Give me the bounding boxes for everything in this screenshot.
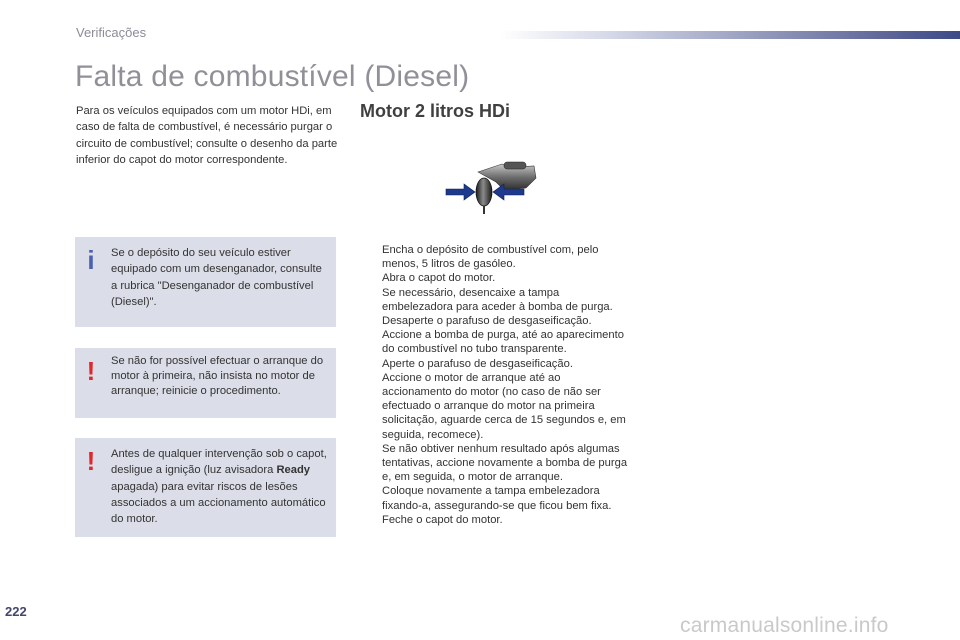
list-item: Coloque novamente a tampa embelezadora fixando-a, assegurando-se que ficou bem fixa. xyxy=(382,485,612,512)
watermark: carmanualsonline.info xyxy=(680,614,889,637)
procedure-steps xyxy=(360,243,630,527)
pipe-shape xyxy=(504,162,526,169)
warning-note-restart xyxy=(75,348,336,418)
list-item: Encha o depósito de combustível com, pelo menos, 5 litros de gasóleo. xyxy=(382,244,599,271)
list-item: Aperte o parafuso de desgaseificação. xyxy=(382,357,573,370)
left-arrow-icon xyxy=(446,184,475,200)
ready-label: Ready xyxy=(276,464,311,477)
priming-bulb-shape xyxy=(476,178,492,206)
page-number: 222 xyxy=(5,604,27,619)
warning-icon: ! xyxy=(86,356,96,386)
info-icon: i xyxy=(87,245,95,275)
warning-note-text: Antes de qualquer intervenção sob o capot, desligue a ignição (luz avisadora Ready apagada) para evitar riscos de lesões associados a um accionamento automático do motor. xyxy=(111,448,327,526)
list-item: Abra o capot do motor. xyxy=(382,272,496,285)
fuel-priming-pump-illustration xyxy=(444,158,540,220)
engine-title: Motor 2 litros HDi xyxy=(360,101,511,121)
info-note-text: Se o depósito do seu veículo estiver equipado com um desenganador, consulte a rubrica "Desenganador de combustível (Diesel)". xyxy=(111,247,322,308)
list-item: Feche o capot do motor. xyxy=(382,513,503,526)
list-item: Accione a bomba de purga, até ao aparecimento do combustível no tubo transparente. xyxy=(382,329,624,356)
section-label: Verificações xyxy=(76,25,147,40)
info-note xyxy=(75,237,336,327)
header-gradient-bar xyxy=(500,31,960,39)
intro-paragraph: Para os veículos equipados com um motor HDi, em caso de falta de combustível, é necessário purgar o circuito de combustível; consulte o desenho da parte inferior do capot do motor correspondente. xyxy=(76,105,338,166)
warning-note-text: Se não for possível efectuar o arranque do motor à primeira, não insista no motor de arranque; reinicie o procedimento. xyxy=(111,355,324,397)
warning-icon: ! xyxy=(86,446,96,476)
list-item: Se não obtiver nenhum resultado após algumas tentativas, accione novamente a bomba de purga e, em seguida, o motor de arranque. xyxy=(382,442,628,484)
page-title: Falta de combustível (Diesel) xyxy=(75,60,470,93)
list-item: Desaperte o parafuso de desgaseificação. xyxy=(382,315,592,328)
list-item: Se necessário, desencaixe a tampa embelezadora para aceder à bomba de purga. xyxy=(382,286,613,313)
warning-note-ignition xyxy=(75,438,336,537)
list-item: Accione o motor de arranque até ao accionamento do motor (no caso de não ser efectuado o arranque do motor na primeira solicitação, aguarde cerca de 15 segundos e, em seguida, recomece). xyxy=(382,371,626,441)
